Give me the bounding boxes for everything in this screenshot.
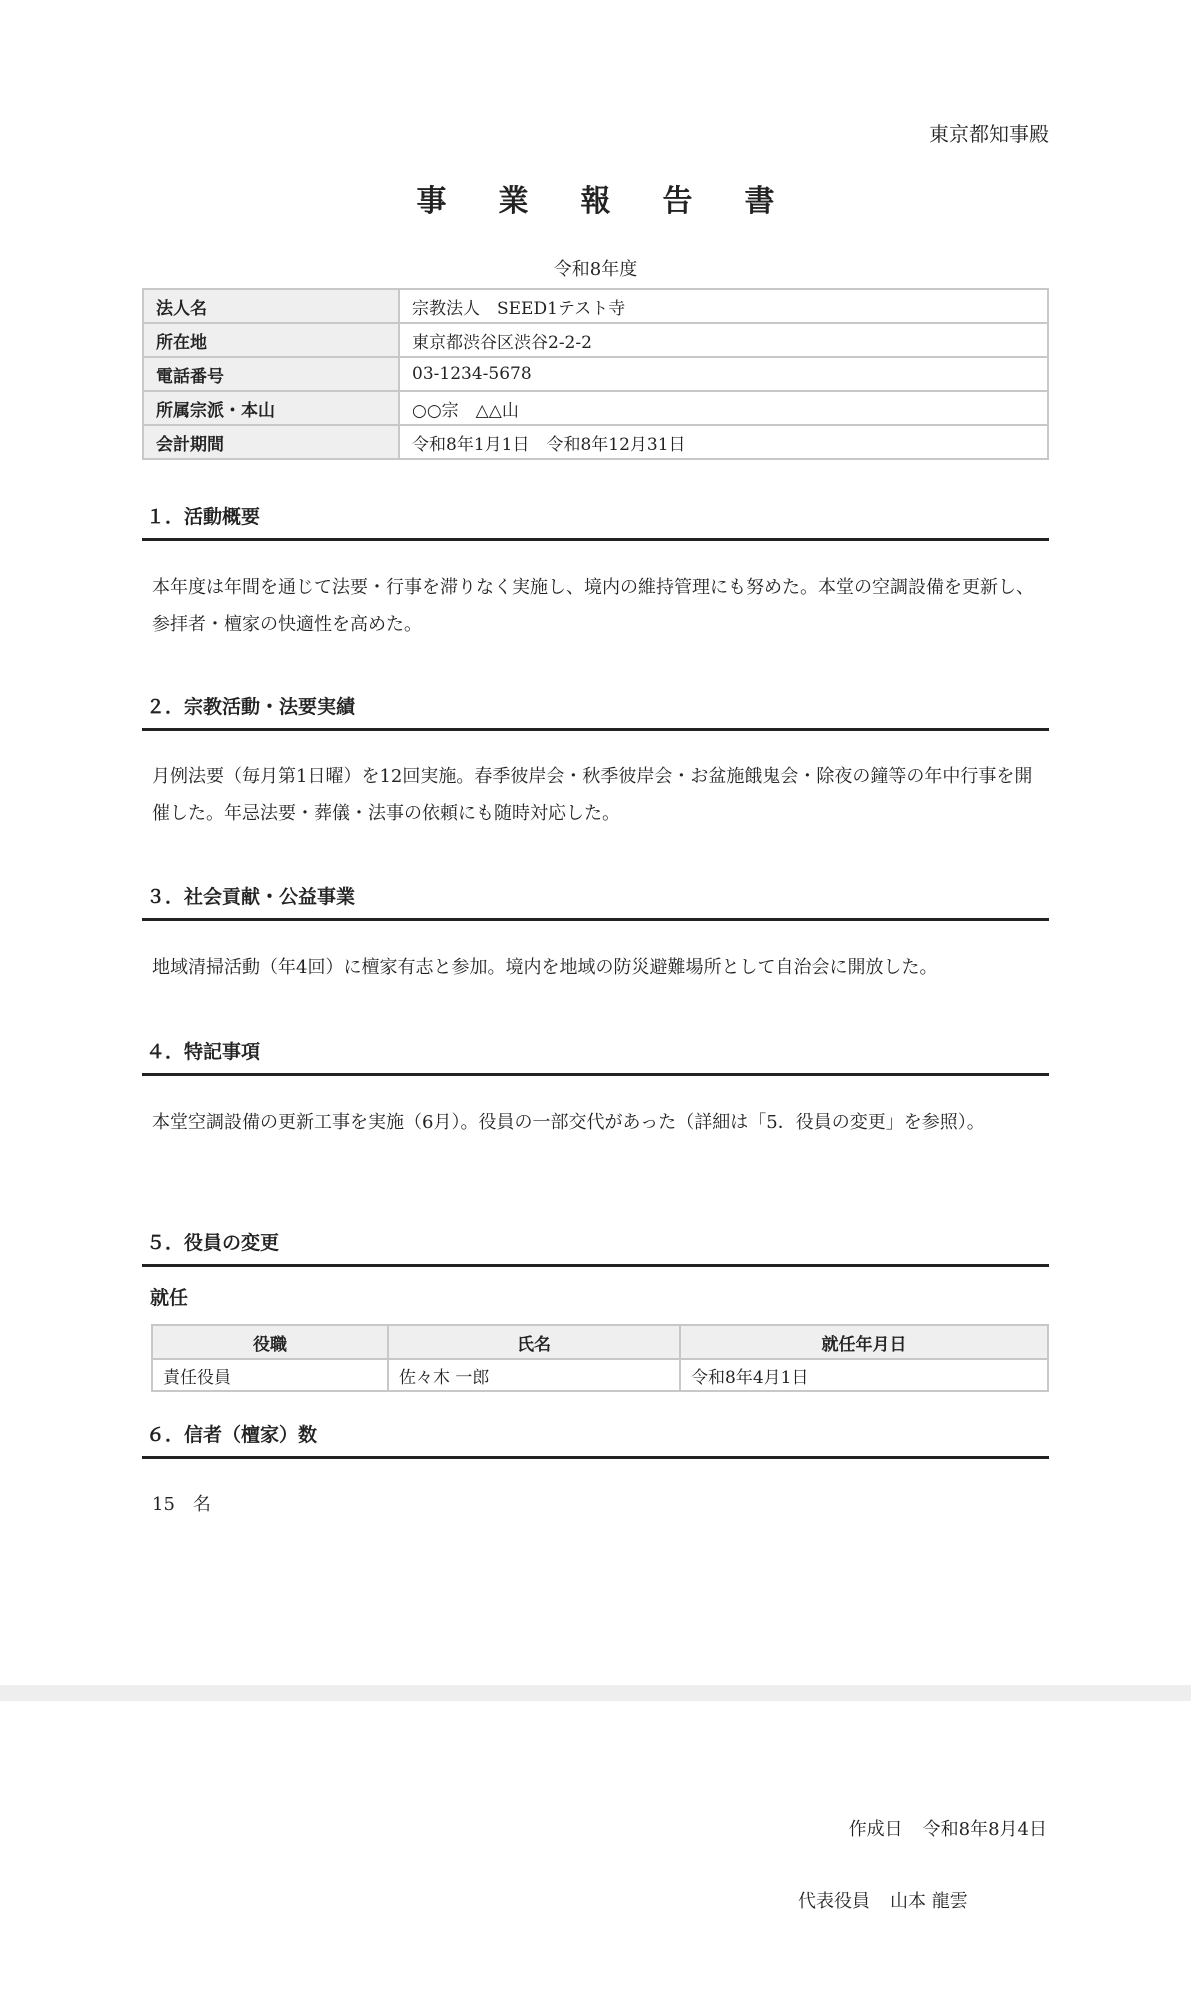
info-label: 電話番号: [143, 357, 399, 391]
officer-name: 佐々木 一郎: [388, 1359, 680, 1391]
section-body-religious-activities: 月例法要（毎月第1日曜）を12回実施。春季彼岸会・秋季彼岸会・お盆施餓鬼会・除夜の鐘等の年中行事を開催した。年忌法要・葬儀・法事の依頼にも随時対応した。: [152, 766, 1033, 824]
officer-appointment-date: 令和8年4月1日: [680, 1359, 1048, 1391]
info-value: 宗教法人 SEED1テスト寺: [399, 289, 1048, 323]
table-row: [152, 1359, 1048, 1391]
officer-appointment-subheading: 就任: [150, 1287, 189, 1309]
table-row: [143, 391, 1048, 425]
addressee: 東京都知事殿: [929, 122, 1049, 146]
officer-change-table: [151, 1324, 1049, 1392]
table-header-row: [152, 1325, 1048, 1359]
info-value: 令和8年1月1日 令和8年12月31日: [399, 425, 1048, 459]
section-heading-special-notes: ４．特記事項: [142, 1037, 1049, 1076]
column-header-appointment-date: 就任年月日: [680, 1325, 1048, 1359]
section-heading-officer-change: ５．役員の変更: [142, 1228, 1049, 1267]
table-row: [143, 425, 1048, 459]
info-value: ○○宗 △△山: [399, 391, 1048, 425]
corporation-info-table: [142, 288, 1049, 460]
section-heading-social-contribution: ３．社会貢献・公益事業: [142, 882, 1049, 921]
officer-position: 責任役員: [152, 1359, 388, 1391]
fiscal-year: 令和8年度: [553, 259, 638, 280]
info-value: 東京都渋谷区渋谷2-2-2: [399, 323, 1048, 357]
creation-date-label: 作成日: [848, 1819, 903, 1840]
section-heading-religious-activities: ２．宗教活動・法要実績: [142, 692, 1049, 731]
creation-date-line: [849, 1815, 1047, 1841]
table-row: [143, 357, 1048, 391]
section-body-special-notes: 本堂空調設備の更新工事を実施（6月）。役員の一部交代があった（詳細は「5．役員の変更」を参照）。: [152, 1112, 985, 1133]
representative-label: 代表役員: [798, 1891, 870, 1912]
table-row: [143, 289, 1048, 323]
page-separator: [0, 1685, 1191, 1701]
representative-line: [798, 1887, 968, 1913]
info-label: 法人名: [143, 289, 399, 323]
info-label: 所在地: [143, 323, 399, 357]
creation-date: 令和8年8月4日: [922, 1819, 1047, 1840]
believer-count: 15 名: [152, 1494, 211, 1515]
table-row: [143, 323, 1048, 357]
column-header-name: 氏名: [388, 1325, 680, 1359]
column-header-position: 役職: [152, 1325, 388, 1359]
info-label: 所属宗派・本山: [143, 391, 399, 425]
info-label: 会計期間: [143, 425, 399, 459]
info-value: 03-1234-5678: [399, 357, 1048, 391]
document-title: 事業報告書: [416, 184, 827, 219]
section-body-social-contribution: 地域清掃活動（年4回）に檀家有志と参加。境内を地域の防災避難場所として自治会に開放した。: [152, 957, 938, 978]
section-heading-believer-count: ６．信者（檀家）数: [142, 1420, 1049, 1459]
section-body-activity-overview: 本年度は年間を通じて法要・行事を滞りなく実施し、境内の維持管理にも努めた。本堂の空調設備を更新し、参拝者・檀家の快適性を高めた。: [152, 577, 1034, 635]
representative-name: 山本 龍雲: [890, 1891, 968, 1912]
section-heading-activity-overview: １．活動概要: [142, 502, 1049, 541]
report-page-2: [0, 1701, 1191, 2000]
